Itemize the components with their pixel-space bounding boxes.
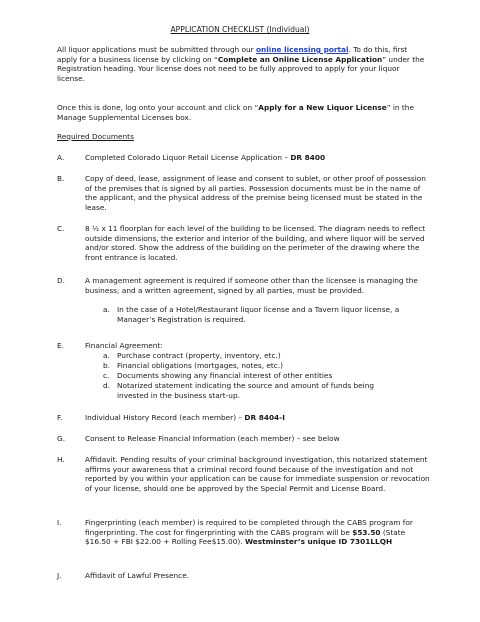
item-letter: E. — [57, 341, 64, 350]
complete-application-text: Complete an Online License Application — [217, 54, 383, 64]
item-text: Completed Colorado Liquor Retail License Application – — [85, 153, 291, 162]
fingerprint-cost: $53.50 — [352, 527, 381, 537]
item-text: Fingerprinting (each member) is required to be completed through the CABS program for fingerprinting. The cost for fingerprinting with the CABS program will be — [85, 518, 413, 537]
item-text: Copy of deed, lease, assignment of lease and consent to sublet, or other proof of possession of the premises that is signed by all parties. Possession documents must be in the name of the applicant, and the physical address of the premise being licensed must be stated in the lease. — [85, 174, 426, 212]
item-text: Financial Agreement: — [85, 341, 163, 350]
sub-item-letter: a. — [103, 305, 110, 314]
sub-item-text: Purchase contract (property, inventory, etc.) — [117, 351, 281, 360]
sub-item-letter: b. — [103, 361, 110, 370]
sub-item-letter: a. — [103, 351, 110, 360]
intro-paragraph-2 — [57, 103, 429, 122]
intro-text: Once this is done, log onto your account and click on “ — [57, 103, 259, 112]
item-letter: H. — [57, 455, 65, 464]
item-letter: B. — [57, 174, 65, 183]
item-letter: G. — [57, 434, 66, 443]
item-letter: J. — [57, 571, 62, 580]
intro-text: ” in the Manage Supplemental Licenses box. — [57, 103, 414, 122]
item-letter: I. — [57, 518, 62, 527]
sub-item-text: Financial obligations (mortgages, notes, etc.) — [117, 361, 284, 370]
item-text: A management agreement is required if someone other than the licensee is managing the business; and a written agreement, signed by all parties, must be provided. — [85, 276, 418, 295]
intro-text: All liquor applications must be submitted through our — [57, 45, 257, 54]
item-text: Affidavit. Pending results of your criminal background investigation, this notarized statement affirms your awareness that a criminal record found because of the investigation and not reported by you within your application can be cause for immediate suspension or revocation of your license, should one be approved by the Special Permit and License Board. — [85, 455, 430, 493]
apply-new-liquor-license-text: Apply for a New Liquor License — [258, 103, 387, 112]
sub-item-letter: c. — [103, 371, 110, 380]
intro-paragraph-1 — [57, 45, 429, 83]
item-letter: C. — [57, 224, 65, 233]
sub-item-text: In the case of a Hotel/Restaurant liquor license and a Tavern liquor license, a Manager’s Registration is required. — [117, 305, 400, 324]
page-title: APPLICATION CHECKLIST (Individual) — [170, 25, 310, 34]
intro-text: . To do this, first apply for a business license by clicking on “ — [57, 45, 408, 64]
sub-item-text: Notarized statement indicating the source and amount of funds being invested in the business start-up. — [117, 381, 375, 400]
form-number: DR 8400 — [290, 153, 326, 162]
item-letter: D. — [57, 276, 65, 285]
item-text: (State $16.50 + FBI $22.00 + Rolling Fee$15.00). — [85, 527, 406, 547]
item-text: Affidavit of Lawful Presence. — [85, 571, 190, 580]
sub-item-text: Documents showing any financial interest of other entities — [117, 371, 333, 380]
item-text: 8 ½ x 11 floorplan for each level of the building to be licensed. The diagram needs to reflect outside dimensions, the exterior and interior of the building, and where liquor will be served and/or stored. Show the address of the building on the perimeter of the drawing where the front entrance is located. — [85, 224, 426, 262]
sub-item-letter: d. — [103, 381, 110, 390]
item-letter: A. — [57, 153, 65, 162]
item-letter: F. — [57, 413, 63, 422]
item-text: Consent to Release Financial Information (each member) – see below — [85, 434, 340, 443]
intro-text: ” under the Registration heading. Your license does not need to be fully approved to apply for your liquor license. — [57, 54, 425, 83]
item-text: Individual History Record (each member) – — [85, 413, 245, 422]
online-licensing-portal-link[interactable]: online licensing portal — [256, 45, 349, 54]
form-number: DR 8404-I — [244, 413, 285, 422]
westminster-unique-id: Westminster’s unique ID 7301LLQH — [244, 537, 393, 547]
required-documents-heading: Required Documents — [57, 132, 134, 141]
